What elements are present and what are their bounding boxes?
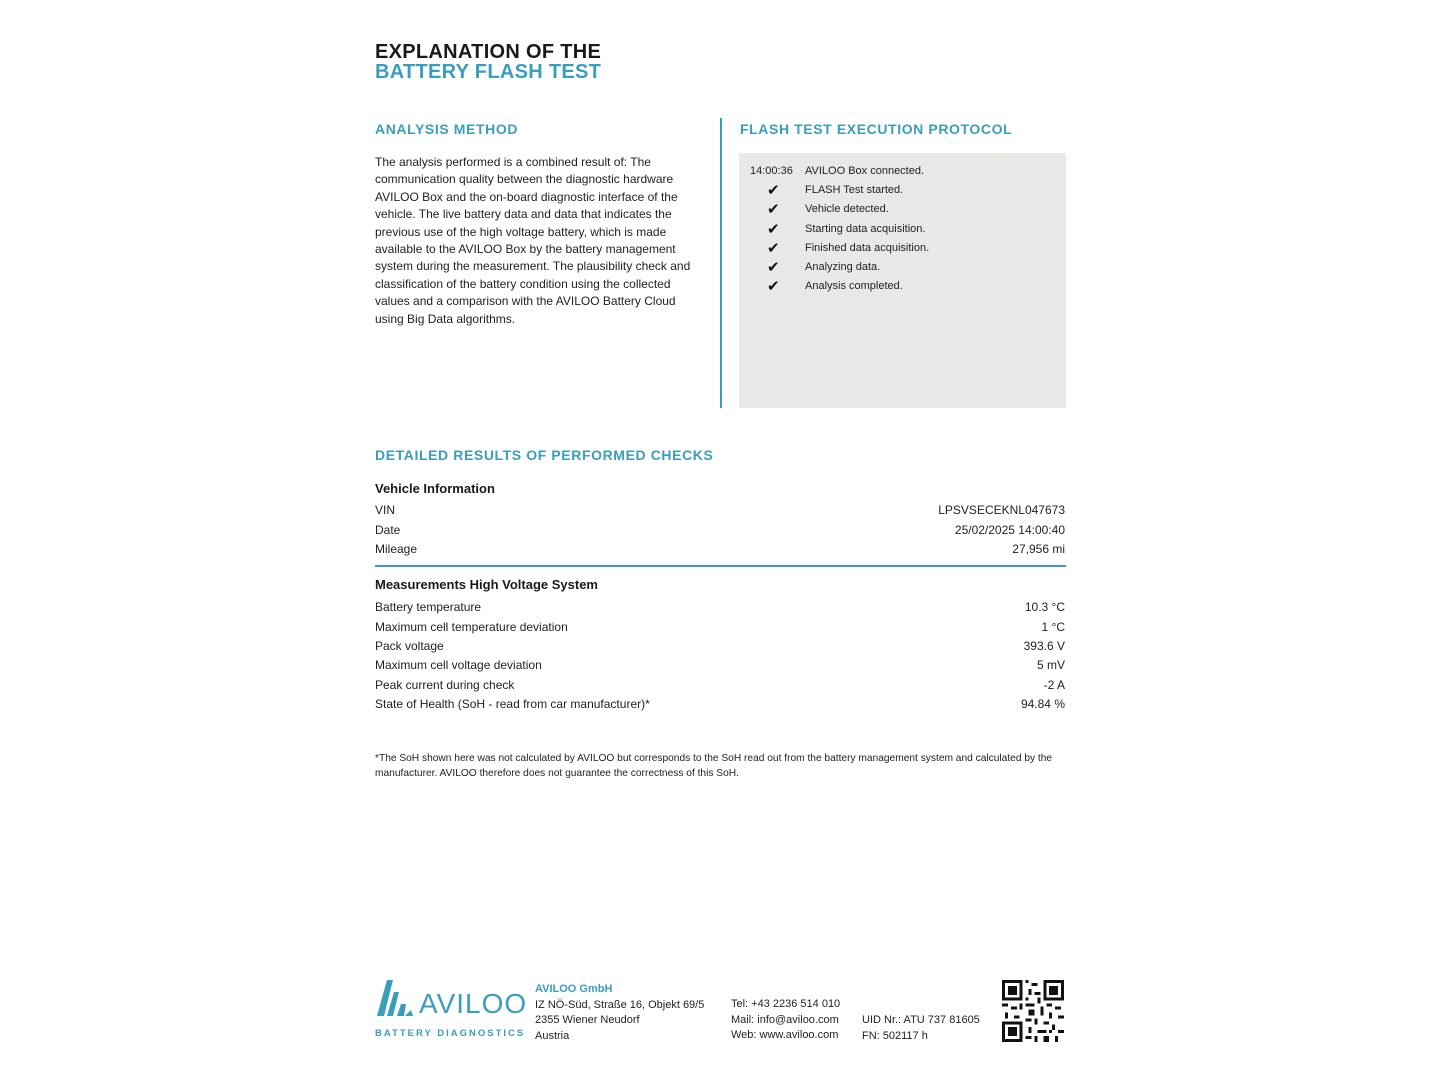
column-divider (720, 118, 722, 408)
aviloo-logo-icon (375, 978, 415, 1018)
row-value: 393.6 V (1023, 639, 1065, 653)
row-label: VIN (375, 503, 396, 517)
row-label: Mileage (375, 542, 418, 556)
qr-code-icon (1002, 980, 1064, 1042)
row-value: 27,956 mi (1012, 542, 1065, 556)
results-heading: DETAILED RESULTS OF PERFORMED CHECKS (375, 447, 714, 463)
legal-uid: UID Nr.: ATU 737 81605 (862, 1014, 980, 1026)
protocol-message: AVILOO Box connected. (805, 165, 925, 177)
company-address-3: Austria (535, 1029, 570, 1042)
company-name: AVILOO GmbH (535, 983, 613, 995)
protocol-entry (739, 242, 1066, 261)
table-row (375, 503, 1065, 522)
row-value: 1 °C (1041, 620, 1065, 634)
protocol-message: Analysis completed. (805, 280, 903, 292)
row-label: Maximum cell voltage deviation (375, 658, 542, 672)
protocol-message: Finished data acquisition. (805, 242, 930, 254)
table-row (375, 639, 1065, 658)
check-icon: ✔ (767, 221, 780, 238)
row-label: Battery temperature (375, 600, 482, 614)
footer-company (535, 982, 704, 1044)
protocol-entry (739, 184, 1066, 203)
row-label: Pack voltage (375, 639, 444, 653)
vehicle-info-title: Vehicle Information (375, 481, 495, 496)
footer-legal (862, 1013, 980, 1044)
check-icon: ✔ (767, 240, 780, 257)
contact-web[interactable]: Web: www.aviloo.com (731, 1029, 839, 1041)
protocol-entry (739, 165, 1066, 184)
protocol-box (739, 153, 1066, 408)
row-value: LPSVSECEKNL047673 (938, 503, 1065, 517)
logo-subtitle: BATTERY DIAGNOSTICS (375, 1028, 526, 1039)
protocol-message: Analyzing data. (805, 261, 881, 273)
analysis-method-text: The analysis performed is a combined result of: The communication quality between the diagnostic hardware AVILOO Box and the on-board diagnostic interface of the vehicle. The live battery data and data that indicates the previous use of the high voltage battery, which is made available to the AVILOO Box by the battery management system during the measurement. The plausibility check and classification of the battery condition using the collected values and a comparison with the AVILOO Battery Cloud using Big Data algorithms. (375, 155, 691, 326)
check-icon: ✔ (767, 278, 780, 295)
footer-contact (731, 997, 840, 1044)
row-label: State of Health (SoH - read from car manufacturer)* (375, 697, 650, 711)
company-address-2: 2355 Wiener Neudorf (535, 1014, 640, 1026)
protocol-entry (739, 280, 1066, 299)
row-value: 5 mV (1036, 658, 1065, 672)
table-row (375, 658, 1065, 677)
protocol-heading: FLASH TEST EXECUTION PROTOCOL (740, 121, 1013, 137)
legal-fn: FN: 502117 h (862, 1029, 928, 1042)
row-label: Peak current during check (375, 678, 515, 692)
page-title (375, 42, 601, 82)
table-row (375, 600, 1065, 619)
protocol-entry (739, 223, 1066, 242)
contact-tel: Tel: +43 2236 514 010 (731, 998, 841, 1010)
protocol-message: FLASH Test started. (805, 184, 904, 196)
table-row (375, 542, 1065, 561)
row-value: 94.84 % (1020, 697, 1065, 711)
hv-system-title: Measurements High Voltage System (375, 577, 598, 592)
logo-wordmark: AVILOO (419, 988, 528, 1019)
table-row (375, 523, 1065, 542)
table-row (375, 697, 1065, 716)
table-row (375, 620, 1065, 639)
aviloo-logo (375, 978, 528, 1043)
section-divider (375, 565, 1066, 567)
title-line-1: EXPLANATION OF THE (375, 41, 602, 63)
check-icon: ✔ (767, 182, 780, 199)
protocol-message: Starting data acquisition. (805, 223, 926, 235)
table-row (375, 678, 1065, 697)
check-icon: ✔ (767, 259, 780, 276)
check-icon: ✔ (767, 201, 780, 218)
contact-mail[interactable]: Mail: info@aviloo.com (731, 1013, 839, 1026)
title-line-2: BATTERY FLASH TEST (375, 61, 602, 83)
row-value: -2 A (1043, 678, 1065, 692)
protocol-message: Vehicle detected. (805, 203, 889, 215)
soh-footnote: *The SoH shown here was not calculated by AVILOO but corresponds to the SoH read out from the battery management system and calculated by the manufacturer. AVILOO therefore does not guarantee the correctness of this SoH. (375, 753, 1053, 779)
company-address-1: IZ NÖ-Süd, Straße 16, Objekt 69/5 (535, 998, 705, 1011)
protocol-entry (739, 203, 1066, 222)
protocol-entry (739, 261, 1066, 280)
protocol-time: 14:00:36 (750, 165, 793, 177)
analysis-method-heading: ANALYSIS METHOD (375, 121, 519, 137)
row-value: 10.3 °C (1024, 600, 1065, 614)
row-label: Date (375, 523, 401, 537)
row-value: 25/02/2025 14:00:40 (954, 523, 1065, 537)
row-label: Maximum cell temperature deviation (375, 620, 568, 634)
